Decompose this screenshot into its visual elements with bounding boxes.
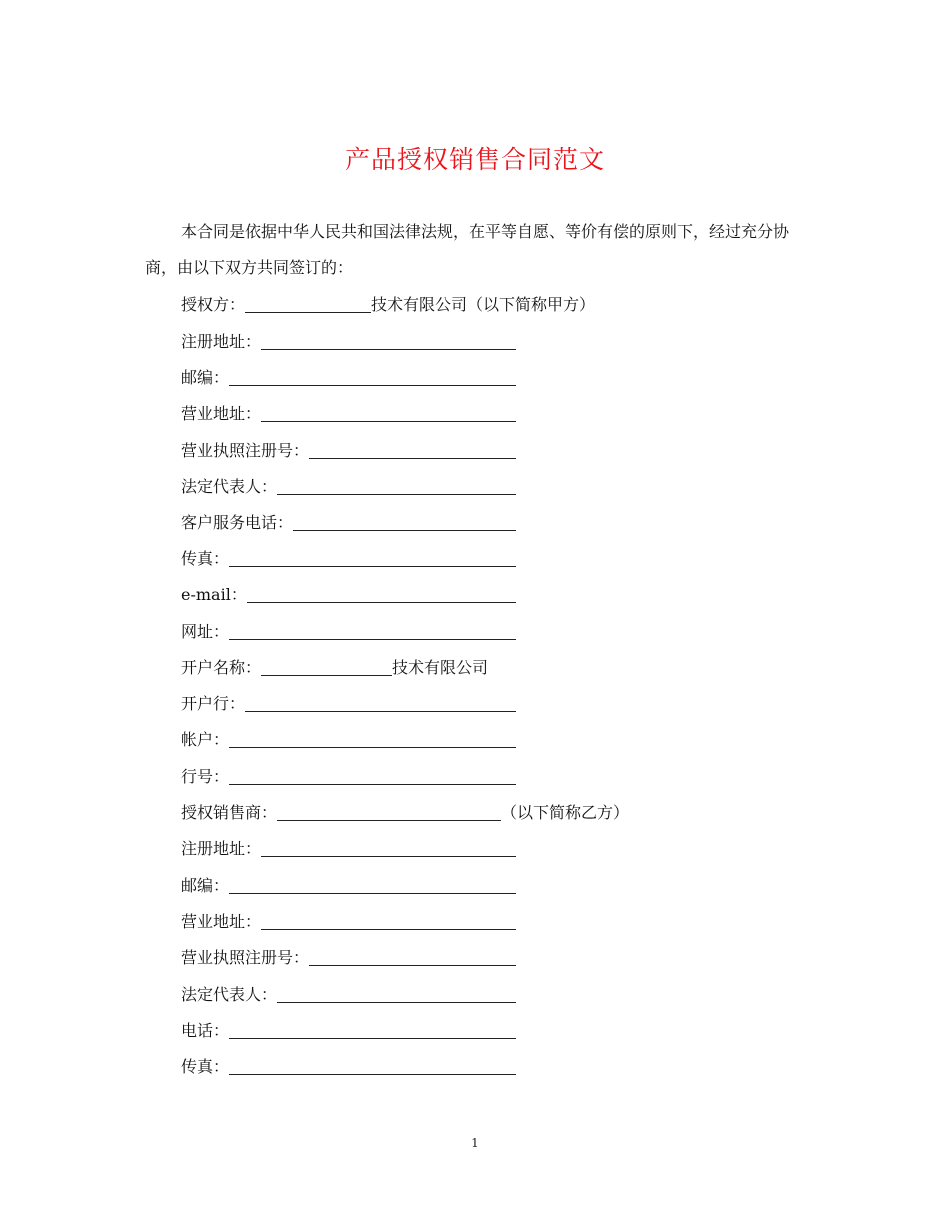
field-label: 邮编： xyxy=(181,368,230,387)
intro-paragraph: 本合同是依据中华人民共和国法律法规，在平等自愿、等价有偿的原则下，经过充分协商，由以下双方共同签订的： xyxy=(145,222,790,277)
field-label: 网址： xyxy=(181,622,230,641)
field-row xyxy=(181,798,629,828)
fill-in-blank[interactable] xyxy=(309,438,516,459)
field-row xyxy=(181,1052,516,1082)
fill-in-blank[interactable] xyxy=(261,329,516,350)
fill-in-blank[interactable] xyxy=(261,655,392,676)
field-label: 法定代表人： xyxy=(181,477,278,496)
field-row xyxy=(181,544,516,574)
field-row xyxy=(181,363,516,393)
field-row xyxy=(181,689,516,719)
fill-in-blank[interactable] xyxy=(261,909,516,930)
field-suffix: （以下简称乙方） xyxy=(501,803,630,822)
field-label: e-mail： xyxy=(181,585,247,604)
field-row xyxy=(181,834,516,864)
field-label: 授权销售商： xyxy=(181,803,278,822)
field-suffix: 技术有限公司（以下简称甲方） xyxy=(371,295,596,314)
field-row xyxy=(181,1016,516,1046)
field-row xyxy=(181,399,516,429)
field-row xyxy=(181,290,595,320)
field-row xyxy=(181,617,516,647)
field-row xyxy=(181,327,516,357)
field-label: 开户名称： xyxy=(181,658,262,677)
field-row xyxy=(181,725,516,755)
fill-in-blank[interactable] xyxy=(229,1054,516,1075)
field-row xyxy=(181,980,516,1010)
page-number: 1 xyxy=(471,1136,479,1150)
fill-in-blank[interactable] xyxy=(229,619,516,640)
field-label: 邮编： xyxy=(181,876,230,895)
field-label: 电话： xyxy=(181,1021,230,1040)
fill-in-blank[interactable] xyxy=(309,945,516,966)
fill-in-blank[interactable] xyxy=(245,292,371,313)
fill-in-blank[interactable] xyxy=(245,691,516,712)
field-row xyxy=(181,907,516,937)
field-row xyxy=(181,472,516,502)
fill-in-blank[interactable] xyxy=(229,546,516,567)
field-row xyxy=(181,943,516,973)
fill-in-blank[interactable] xyxy=(277,800,501,821)
fill-in-blank[interactable] xyxy=(293,510,516,531)
field-label: 营业地址： xyxy=(181,404,262,423)
field-label: 传真： xyxy=(181,1057,230,1076)
fill-in-blank[interactable] xyxy=(229,1018,516,1039)
field-label: 法定代表人： xyxy=(181,985,278,1004)
field-row xyxy=(181,653,488,683)
fill-in-blank[interactable] xyxy=(229,727,516,748)
field-label: 客户服务电话： xyxy=(181,513,294,532)
fill-in-blank[interactable] xyxy=(247,582,516,603)
field-row xyxy=(181,508,516,538)
field-row xyxy=(181,580,516,610)
field-label: 授权方： xyxy=(181,295,246,314)
field-label: 帐户： xyxy=(181,730,230,749)
field-label: 营业执照注册号： xyxy=(181,441,310,460)
fill-in-blank[interactable] xyxy=(229,873,516,894)
fill-in-blank[interactable] xyxy=(277,474,516,495)
field-label: 注册地址： xyxy=(181,332,262,351)
field-row xyxy=(181,436,516,466)
field-row xyxy=(181,762,516,792)
field-label: 开户行： xyxy=(181,694,246,713)
field-row xyxy=(181,871,516,901)
field-label: 营业地址： xyxy=(181,912,262,931)
field-label: 行号： xyxy=(181,767,230,786)
fill-in-blank[interactable] xyxy=(261,401,516,422)
document-title: 产品授权销售合同范文 xyxy=(344,145,605,174)
fill-in-blank[interactable] xyxy=(277,982,516,1003)
fill-in-blank[interactable] xyxy=(229,764,516,785)
fill-in-blank[interactable] xyxy=(261,836,516,857)
field-label: 传真： xyxy=(181,549,230,568)
field-label: 营业执照注册号： xyxy=(181,948,310,967)
field-label: 注册地址： xyxy=(181,839,262,858)
field-suffix: 技术有限公司 xyxy=(392,658,489,677)
fill-in-blank[interactable] xyxy=(229,365,516,386)
